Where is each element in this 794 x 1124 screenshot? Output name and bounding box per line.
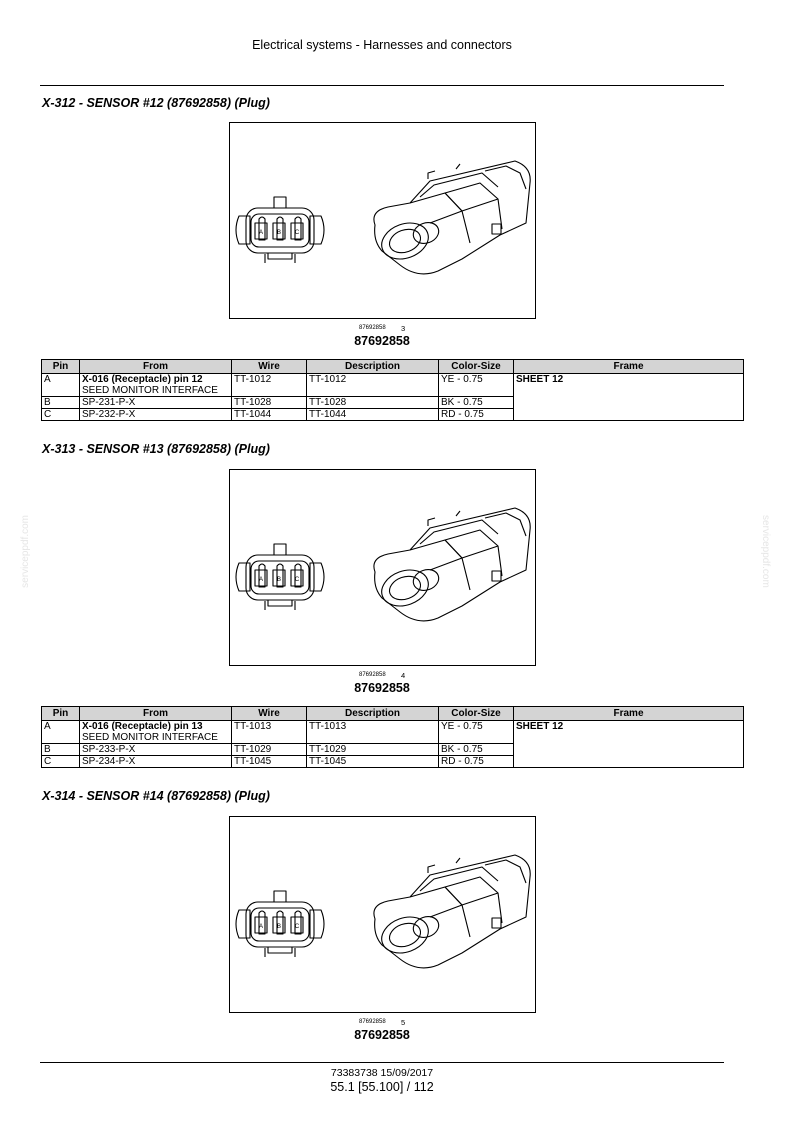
page-header-title: Electrical systems - Harnesses and connectors	[252, 38, 512, 52]
connector-drawing	[230, 470, 535, 665]
column-header: Wire	[232, 360, 307, 374]
wire-cell: TT-1028	[232, 397, 307, 409]
color-size-cell: YE - 0.75	[439, 374, 514, 397]
pin-cell: B	[42, 397, 80, 409]
footer-doc-ref: 73383738 15/09/2017	[330, 1067, 434, 1079]
figure-number: 5	[401, 1018, 406, 1027]
column-header: Pin	[42, 707, 80, 721]
wire-cell: TT-1012	[232, 374, 307, 397]
color-size-cell: BK - 0.75	[439, 744, 514, 756]
header-rule	[40, 85, 724, 86]
from-sub: SEED MONITOR INTERFACE	[82, 385, 218, 396]
pin-table-x313	[41, 706, 744, 768]
pin-cell: A	[42, 374, 80, 397]
column-header: Description	[307, 360, 439, 374]
description-cell: TT-1012	[307, 374, 439, 397]
pin-label: A	[258, 230, 264, 236]
description-cell: TT-1028	[307, 397, 439, 409]
from-cell	[80, 374, 232, 397]
column-header: Frame	[514, 707, 744, 721]
pin-table-x312	[41, 359, 744, 421]
from-cell	[80, 721, 232, 744]
pin-label: B	[276, 577, 282, 583]
pin-label: C	[294, 230, 300, 236]
section-title-x313: X-313 - SENSOR #13 (87692858) (Plug)	[42, 442, 270, 456]
color-size-cell: BK - 0.75	[439, 397, 514, 409]
watermark-left: serviceppdf.com	[20, 515, 31, 588]
description-cell: TT-1013	[307, 721, 439, 744]
connector-isometric-view	[374, 161, 530, 274]
connector-figure-x313	[229, 469, 536, 666]
wire-cell: TT-1044	[232, 409, 307, 421]
section-title-x312: X-312 - SENSOR #12 (87692858) (Plug)	[42, 96, 270, 110]
pin-label: B	[276, 230, 282, 236]
connector-drawing	[230, 817, 535, 1012]
pin-label: B	[276, 924, 282, 930]
from-cell: SP-234-P-X	[80, 756, 232, 768]
column-header: Color-Size	[439, 360, 514, 374]
section-title-x314: X-314 - SENSOR #14 (87692858) (Plug)	[42, 789, 270, 803]
description-cell: TT-1044	[307, 409, 439, 421]
from-main: X-016 (Receptacle) pin 12	[82, 374, 203, 385]
frame-cell: SHEET 12	[514, 374, 744, 421]
wire-cell: TT-1013	[232, 721, 307, 744]
pin-cell: B	[42, 744, 80, 756]
pin-label: A	[258, 924, 264, 930]
connector-isometric-view	[374, 508, 530, 621]
table-row	[42, 374, 744, 397]
column-header: From	[80, 707, 232, 721]
column-header: From	[80, 360, 232, 374]
description-cell: TT-1029	[307, 744, 439, 756]
part-number: 87692858	[354, 1028, 410, 1042]
from-sub: SEED MONITOR INTERFACE	[82, 732, 218, 743]
part-number: 87692858	[354, 681, 410, 695]
color-size-cell: RD - 0.75	[439, 409, 514, 421]
table-header-row	[42, 360, 744, 374]
pin-cell: C	[42, 409, 80, 421]
column-header: Description	[307, 707, 439, 721]
frame-cell: SHEET 12	[514, 721, 744, 768]
color-size-cell: RD - 0.75	[439, 756, 514, 768]
column-header: Frame	[514, 360, 744, 374]
column-header: Color-Size	[439, 707, 514, 721]
figure-number: 4	[401, 671, 406, 680]
figure-id: 87692858	[359, 1019, 386, 1025]
from-main: X-016 (Receptacle) pin 13	[82, 721, 203, 732]
pin-cell: A	[42, 721, 80, 744]
from-cell: SP-231-P-X	[80, 397, 232, 409]
connector-isometric-view	[374, 855, 530, 968]
part-number: 87692858	[354, 334, 410, 348]
pin-cell: C	[42, 756, 80, 768]
pin-label: A	[258, 577, 264, 583]
footer-rule	[40, 1062, 724, 1063]
footer-page-number: 55.1 [55.100] / 112	[330, 1080, 434, 1094]
column-header: Wire	[232, 707, 307, 721]
pin-label: C	[294, 577, 300, 583]
pin-label: C	[294, 924, 300, 930]
watermark-right: serviceppdf.com	[760, 515, 771, 588]
connector-drawing	[230, 123, 535, 318]
from-cell: SP-233-P-X	[80, 744, 232, 756]
figure-number: 3	[401, 324, 406, 333]
connector-figure-x314	[229, 816, 536, 1013]
description-cell: TT-1045	[307, 756, 439, 768]
wire-cell: TT-1045	[232, 756, 307, 768]
connector-figure-x312	[229, 122, 536, 319]
figure-id: 87692858	[359, 325, 386, 331]
color-size-cell: YE - 0.75	[439, 721, 514, 744]
from-cell: SP-232-P-X	[80, 409, 232, 421]
column-header: Pin	[42, 360, 80, 374]
table-header-row	[42, 707, 744, 721]
table-row	[42, 721, 744, 744]
wire-cell: TT-1029	[232, 744, 307, 756]
figure-id: 87692858	[359, 672, 386, 678]
